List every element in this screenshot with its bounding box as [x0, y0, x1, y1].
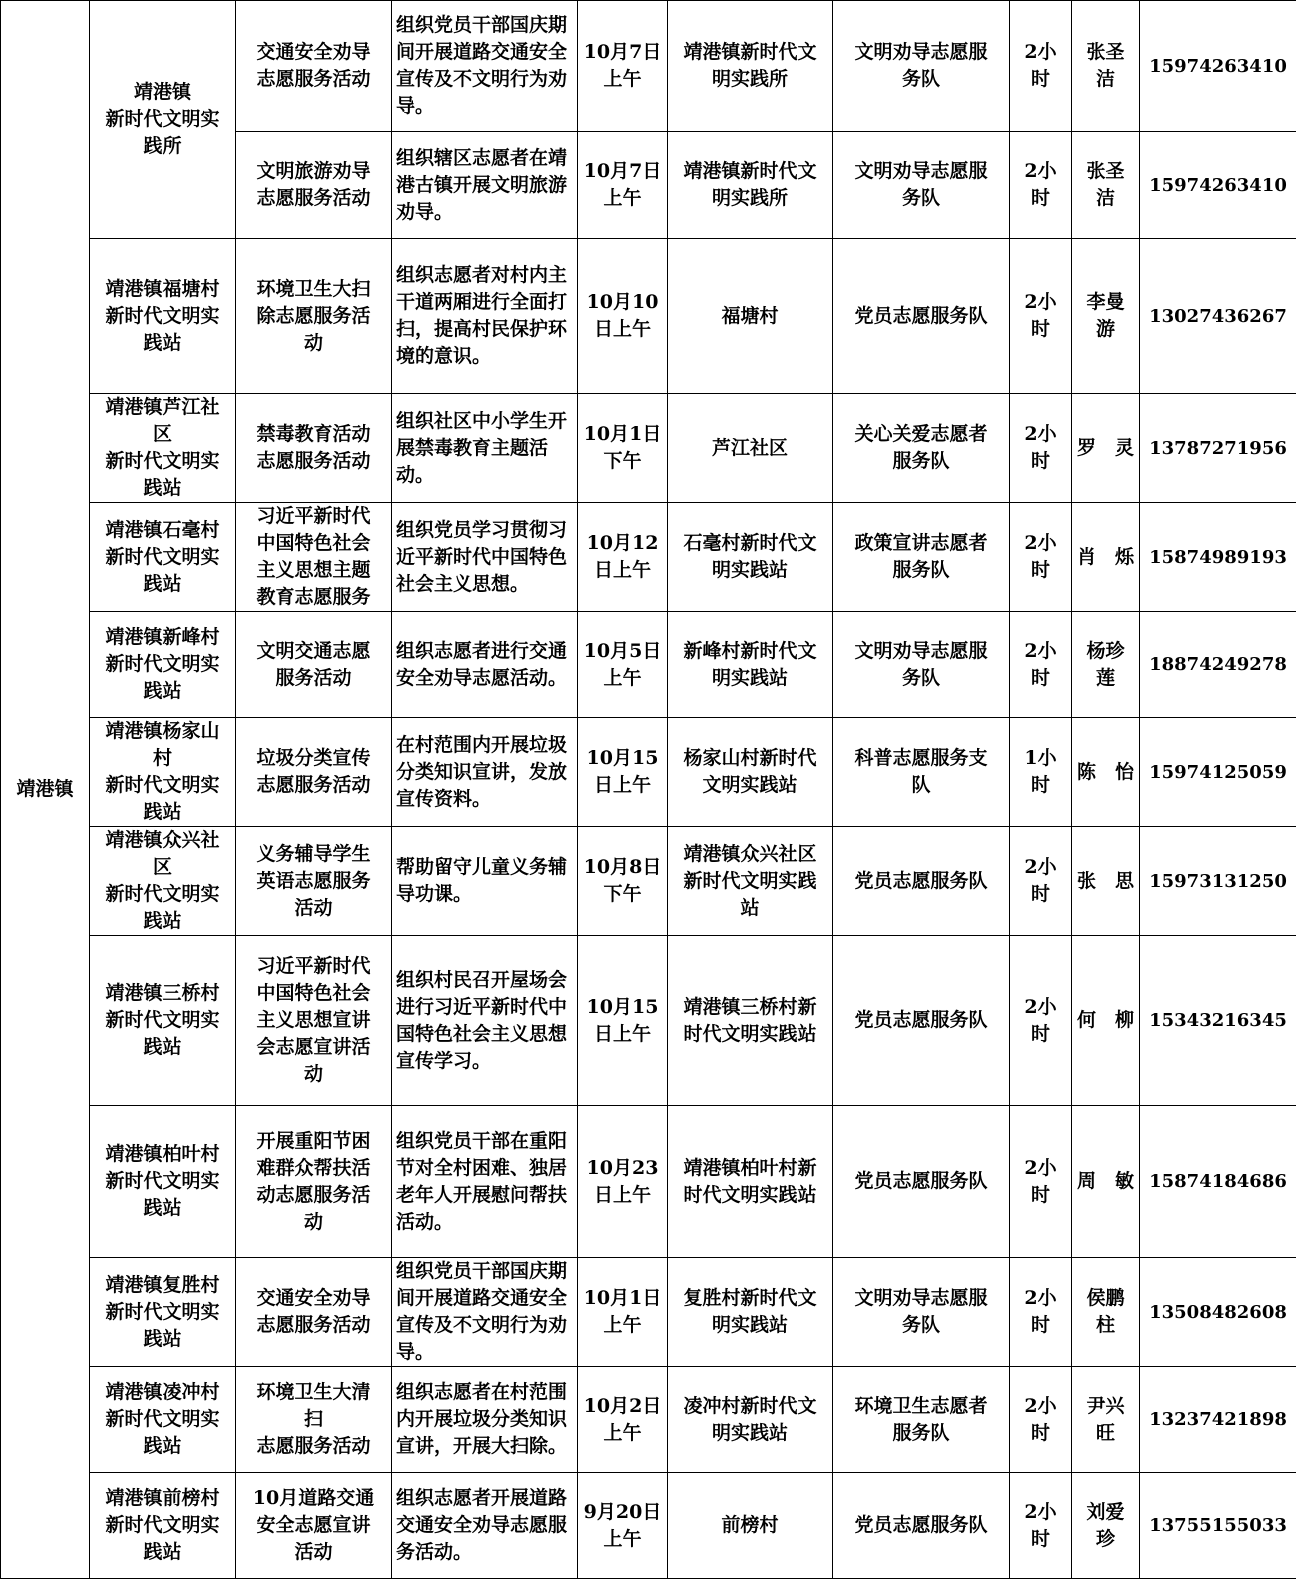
- station-cell: 靖港镇众兴社 区 新时代文明实 践站: [90, 827, 236, 936]
- station-cell: 靖港镇三桥村 新时代文明实 践站: [90, 936, 236, 1106]
- activity-date-cell: 10月8日 下午: [578, 827, 668, 936]
- activity-description-cell: 组织党员学习贯彻习近平新时代中国特色社会主义思想。: [392, 503, 578, 612]
- volunteer-team-cell: 党员志愿服务队: [833, 239, 1010, 394]
- activity-description-cell: 组织社区中小学生开展禁毒教育主题活动。: [392, 394, 578, 503]
- contact-person-cell: 杨珍 莲: [1072, 612, 1140, 718]
- activity-date-cell: 10月23 日上午: [578, 1106, 668, 1258]
- contact-person-cell: 张圣 洁: [1072, 1, 1140, 132]
- duration-cell: 1小 时: [1010, 718, 1072, 827]
- activity-date-cell: 10月10 日上午: [578, 239, 668, 394]
- contact-person-cell: 李曼 游: [1072, 239, 1140, 394]
- activity-date-cell: 10月15 日上午: [578, 936, 668, 1106]
- contact-phone-cell: 15974125059: [1140, 718, 1296, 827]
- activity-location-cell: 石毫村新时代文 明实践站: [668, 503, 833, 612]
- contact-phone-cell: 13755155033: [1140, 1473, 1296, 1579]
- contact-person-cell: 张 思: [1072, 827, 1140, 936]
- duration-cell: 2小 时: [1010, 827, 1072, 936]
- activity-name-cell: 习近平新时代 中国特色社会 主义思想主题 教育志愿服务: [236, 503, 392, 612]
- activity-date-cell: 9月20日 上午: [578, 1473, 668, 1579]
- activity-description-cell: 组织辖区志愿者在靖港古镇开展文明旅游劝导。: [392, 132, 578, 239]
- station-cell: 靖港镇前榜村 新时代文明实 践站: [90, 1473, 236, 1579]
- activity-date-cell: 10月1日 下午: [578, 394, 668, 503]
- table-row: [1, 1106, 1296, 1258]
- table-body: [1, 1, 1296, 1579]
- contact-person-cell: 肖 烁: [1072, 503, 1140, 612]
- volunteer-team-cell: 关心关爱志愿者 服务队: [833, 394, 1010, 503]
- duration-cell: 2小 时: [1010, 394, 1072, 503]
- volunteer-team-cell: 文明劝导志愿服 务队: [833, 1, 1010, 132]
- activity-description-cell: 组织志愿者在村范围内开展垃圾分类知识宣讲，开展大扫除。: [392, 1367, 578, 1473]
- station-cell: 靖港镇芦江社 区 新时代文明实 践站: [90, 394, 236, 503]
- table-row: [1, 239, 1296, 394]
- activity-name-cell: 垃圾分类宣传 志愿服务活动: [236, 718, 392, 827]
- activity-description-cell: 组织志愿者开展道路交通安全劝导志愿服务活动。: [392, 1473, 578, 1579]
- activity-date-cell: 10月7日 上午: [578, 1, 668, 132]
- contact-phone-cell: 15343216345: [1140, 936, 1296, 1106]
- duration-cell: 2小 时: [1010, 1, 1072, 132]
- station-cell: 靖港镇新峰村 新时代文明实 践站: [90, 612, 236, 718]
- contact-phone-cell: 15974263410: [1140, 1, 1296, 132]
- volunteer-team-cell: 文明劝导志愿服 务队: [833, 132, 1010, 239]
- activity-description-cell: 组织党员干部在重阳节对全村困难、独居老年人开展慰问帮扶活动。: [392, 1106, 578, 1258]
- activity-description-cell: 组织志愿者进行交通安全劝导志愿活动。: [392, 612, 578, 718]
- activity-description-cell: 帮助留守儿童义务辅导功课。: [392, 827, 578, 936]
- table-row: [1, 827, 1296, 936]
- activity-location-cell: 靖港镇众兴社区 新时代文明实践 站: [668, 827, 833, 936]
- activity-location-cell: 凌冲村新时代文 明实践站: [668, 1367, 833, 1473]
- activity-description-cell: 在村范围内开展垃圾分类知识宣讲，发放宣传资料。: [392, 718, 578, 827]
- activity-location-cell: 靖港镇三桥村新 时代文明实践站: [668, 936, 833, 1106]
- activity-name-cell: 交通安全劝导 志愿服务活动: [236, 1, 392, 132]
- duration-cell: 2小 时: [1010, 239, 1072, 394]
- contact-person-cell: 罗 灵: [1072, 394, 1140, 503]
- table-row: [1, 936, 1296, 1106]
- table-row: [1, 1, 1296, 132]
- activity-date-cell: 10月1日 上午: [578, 1258, 668, 1367]
- activity-location-cell: 福塘村: [668, 239, 833, 394]
- contact-person-cell: 何 柳: [1072, 936, 1140, 1106]
- contact-phone-cell: 18874249278: [1140, 612, 1296, 718]
- activity-name-cell: 义务辅导学生 英语志愿服务 活动: [236, 827, 392, 936]
- activity-name-cell: 文明交通志愿 服务活动: [236, 612, 392, 718]
- duration-cell: 2小 时: [1010, 1473, 1072, 1579]
- table-row: [1, 1473, 1296, 1579]
- volunteer-team-cell: 科普志愿服务支 队: [833, 718, 1010, 827]
- contact-phone-cell: 15974263410: [1140, 132, 1296, 239]
- activity-description-cell: 组织志愿者对村内主干道两厢进行全面打扫，提高村民保护环境的意识。: [392, 239, 578, 394]
- station-cell: 靖港镇福塘村 新时代文明实 践站: [90, 239, 236, 394]
- volunteer-team-cell: 环境卫生志愿者 服务队: [833, 1367, 1010, 1473]
- activity-date-cell: 10月5日 上午: [578, 612, 668, 718]
- activity-name-cell: 环境卫生大扫 除志愿服务活 动: [236, 239, 392, 394]
- table-row: [1, 1367, 1296, 1473]
- activity-name-cell: 交通安全劝导 志愿服务活动: [236, 1258, 392, 1367]
- station-cell: 靖港镇复胜村 新时代文明实 践站: [90, 1258, 236, 1367]
- activity-location-cell: 靖港镇柏叶村新 时代文明实践站: [668, 1106, 833, 1258]
- duration-cell: 2小 时: [1010, 936, 1072, 1106]
- duration-cell: 2小 时: [1010, 503, 1072, 612]
- contact-person-cell: 侯鹏 柱: [1072, 1258, 1140, 1367]
- activity-date-cell: 10月7日 上午: [578, 132, 668, 239]
- activity-date-cell: 10月15 日上午: [578, 718, 668, 827]
- station-cell: 靖港镇 新时代文明实 践所: [90, 1, 236, 239]
- contact-phone-cell: 13508482608: [1140, 1258, 1296, 1367]
- activity-name-cell: 开展重阳节困 难群众帮扶活 动志愿服务活 动: [236, 1106, 392, 1258]
- table-row: [1, 1258, 1296, 1367]
- contact-phone-cell: 13027436267: [1140, 239, 1296, 394]
- activity-name-cell: 环境卫生大清 扫 志愿服务活动: [236, 1367, 392, 1473]
- contact-phone-cell: 15874989193: [1140, 503, 1296, 612]
- activity-description-cell: 组织党员干部国庆期间开展道路交通安全宣传及不文明行为劝导。: [392, 1258, 578, 1367]
- contact-person-cell: 陈 怡: [1072, 718, 1140, 827]
- volunteer-team-cell: 文明劝导志愿服 务队: [833, 612, 1010, 718]
- activity-name-cell: 习近平新时代 中国特色社会 主义思想宣讲 会志愿宣讲活 动: [236, 936, 392, 1106]
- station-cell: 靖港镇石毫村 新时代文明实 践站: [90, 503, 236, 612]
- activity-date-cell: 10月2日 上午: [578, 1367, 668, 1473]
- activity-name-cell: 文明旅游劝导 志愿服务活动: [236, 132, 392, 239]
- volunteer-team-cell: 党员志愿服务队: [833, 1106, 1010, 1258]
- duration-cell: 2小 时: [1010, 132, 1072, 239]
- contact-phone-cell: 13787271956: [1140, 394, 1296, 503]
- volunteer-team-cell: 党员志愿服务队: [833, 936, 1010, 1106]
- volunteer-team-cell: 党员志愿服务队: [833, 1473, 1010, 1579]
- contact-person-cell: 张圣 洁: [1072, 132, 1140, 239]
- table-row: [1, 612, 1296, 718]
- activity-location-cell: 芦江社区: [668, 394, 833, 503]
- activity-description-cell: 组织党员干部国庆期间开展道路交通安全宣传及不文明行为劝导。: [392, 1, 578, 132]
- contact-person-cell: 尹兴 旺: [1072, 1367, 1140, 1473]
- contact-phone-cell: 15874184686: [1140, 1106, 1296, 1258]
- activity-location-cell: 杨家山村新时代 文明实践站: [668, 718, 833, 827]
- duration-cell: 2小 时: [1010, 1367, 1072, 1473]
- activity-location-cell: 靖港镇新时代文 明实践所: [668, 1, 833, 132]
- station-cell: 靖港镇杨家山 村 新时代文明实 践站: [90, 718, 236, 827]
- contact-phone-cell: 13237421898: [1140, 1367, 1296, 1473]
- volunteer-team-cell: 政策宣讲志愿者 服务队: [833, 503, 1010, 612]
- contact-phone-cell: 15973131250: [1140, 827, 1296, 936]
- activity-location-cell: 复胜村新时代文 明实践站: [668, 1258, 833, 1367]
- activity-location-cell: 新峰村新时代文 明实践站: [668, 612, 833, 718]
- activity-date-cell: 10月12 日上午: [578, 503, 668, 612]
- station-cell: 靖港镇凌冲村 新时代文明实 践站: [90, 1367, 236, 1473]
- duration-cell: 2小 时: [1010, 1258, 1072, 1367]
- activity-name-cell: 10月道路交通 安全志愿宣讲 活动: [236, 1473, 392, 1579]
- activity-name-cell: 禁毒教育活动 志愿服务活动: [236, 394, 392, 503]
- activity-description-cell: 组织村民召开屋场会进行习近平新时代中国特色社会主义思想宣传学习。: [392, 936, 578, 1106]
- duration-cell: 2小 时: [1010, 612, 1072, 718]
- activity-location-cell: 靖港镇新时代文 明实践所: [668, 132, 833, 239]
- duration-cell: 2小 时: [1010, 1106, 1072, 1258]
- table-row: [1, 394, 1296, 503]
- volunteer-team-cell: 文明劝导志愿服 务队: [833, 1258, 1010, 1367]
- station-cell: 靖港镇柏叶村 新时代文明实 践站: [90, 1106, 236, 1258]
- table-row: [1, 503, 1296, 612]
- activity-location-cell: 前榜村: [668, 1473, 833, 1579]
- table-row: [1, 718, 1296, 827]
- contact-person-cell: 周 敏: [1072, 1106, 1140, 1258]
- contact-person-cell: 刘爱 珍: [1072, 1473, 1140, 1579]
- volunteer-team-cell: 党员志愿服务队: [833, 827, 1010, 936]
- town-cell: 靖港镇: [1, 1, 90, 1579]
